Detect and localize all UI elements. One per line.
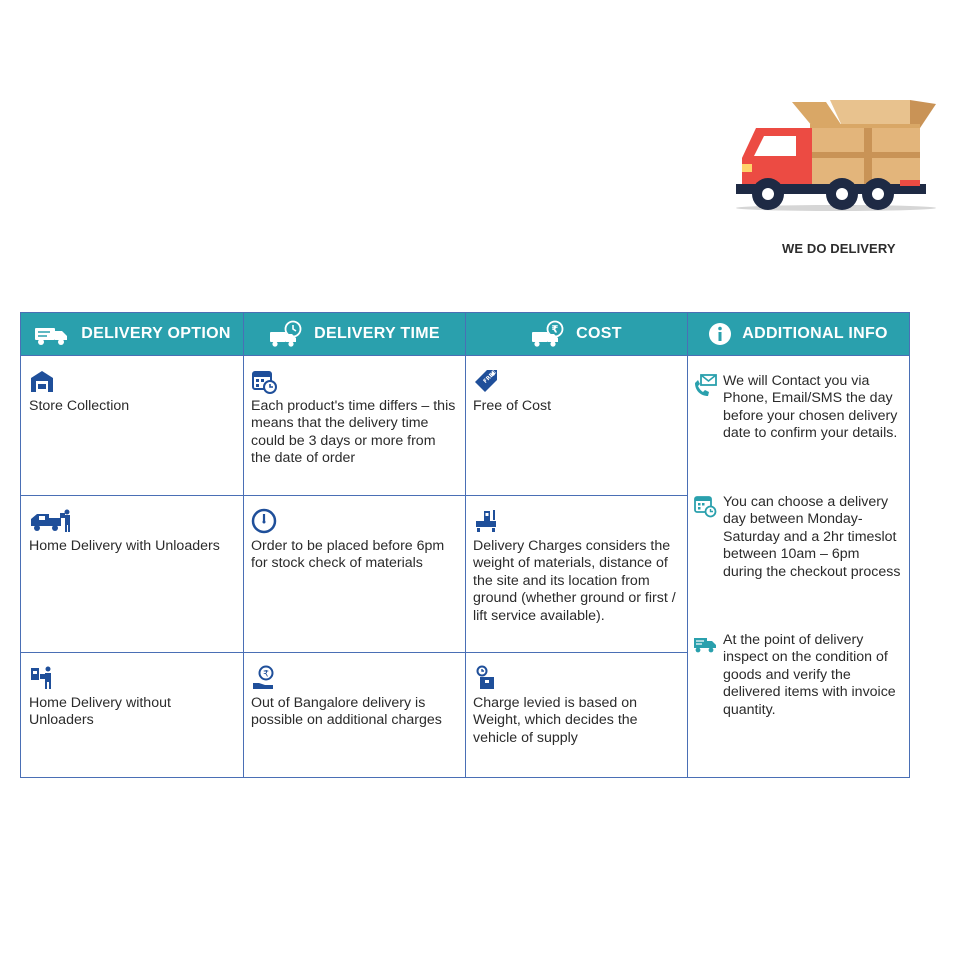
info-text: We will Contact you via Phone, Email/SMS the day before your chosen delivery date to confirm your details. — [723, 373, 898, 442]
rupee-hand-icon — [251, 665, 277, 691]
option-text: Home Delivery with Unloaders — [29, 538, 220, 554]
store-icon — [29, 368, 55, 394]
svg-text:₹: ₹ — [263, 669, 269, 680]
free-tag-icon — [473, 368, 499, 394]
header-delivery-time: DELIVERY TIME — [243, 313, 465, 355]
svg-text:FREE: FREE — [482, 369, 498, 385]
info-schedule — [689, 494, 909, 604]
info-inspection — [689, 632, 909, 732]
calendar-clock-icon — [251, 368, 277, 394]
info-text: You can choose a delivery day between Monday- Saturday and a 2hr timeslot between 10am – 6pm during the checkout process — [723, 494, 901, 580]
option-store-collection — [21, 356, 243, 495]
time-home-delivery-with-unloaders — [243, 496, 465, 652]
time-home-delivery-without-unloaders — [243, 653, 465, 777]
header-additional-info: ADDITIONAL INFO — [687, 313, 909, 355]
delivery-truck-icon — [33, 322, 71, 346]
phone-mail-icon — [693, 373, 717, 397]
info-contact — [689, 373, 909, 473]
cost-home-delivery-without-unloaders — [465, 653, 687, 777]
option-text: Home Delivery without Unloaders — [29, 695, 171, 729]
truck-rupee-icon — [530, 320, 566, 348]
delivery-info-table — [20, 312, 910, 778]
truck-clock-icon — [268, 320, 304, 348]
weighing-scale-icon — [473, 508, 499, 534]
option-text: Store Collection — [29, 398, 130, 414]
time-text: Each product's time differs – this means that the delivery time could be 3 days or more from the date of order — [251, 398, 456, 467]
clock-icon — [251, 508, 277, 534]
header-cost: ₹ COST — [465, 313, 687, 355]
delivery-tagline: WE DO DELIVERY — [782, 241, 896, 256]
delivery-truck-illustration — [734, 98, 938, 214]
cost-store-collection — [465, 356, 687, 495]
info-icon — [708, 322, 732, 346]
cost-text: Delivery Charges considers the weight of materials, distance of the site and its location from ground (whether ground or first / lift service available). — [473, 538, 676, 624]
option-home-delivery-without-unloaders — [21, 653, 243, 777]
weight-box-icon — [473, 665, 499, 691]
delivery-person-icon — [29, 665, 55, 691]
calendar-clock-icon — [693, 494, 717, 518]
time-text: Out of Bangalore delivery is possible on additional charges — [251, 695, 442, 729]
option-home-delivery-with-unloaders — [21, 496, 243, 652]
cost-home-delivery-with-unloaders — [465, 496, 687, 652]
header-delivery-option: DELIVERY OPTION — [21, 313, 243, 355]
info-text: At the point of delivery inspect on the condition of goods and verify the delivered items with invoice quantity. — [723, 632, 896, 718]
svg-text:₹: ₹ — [551, 324, 559, 336]
truck-icon — [693, 632, 717, 656]
cost-text: Charge levied is based on Weight, which decides the vehicle of supply — [473, 695, 638, 746]
time-store-collection — [243, 356, 465, 495]
cost-text: Free of Cost — [473, 398, 552, 414]
time-text: Order to be placed before 6pm for stock check of materials — [251, 538, 445, 572]
truck-unloader-icon — [29, 508, 73, 534]
